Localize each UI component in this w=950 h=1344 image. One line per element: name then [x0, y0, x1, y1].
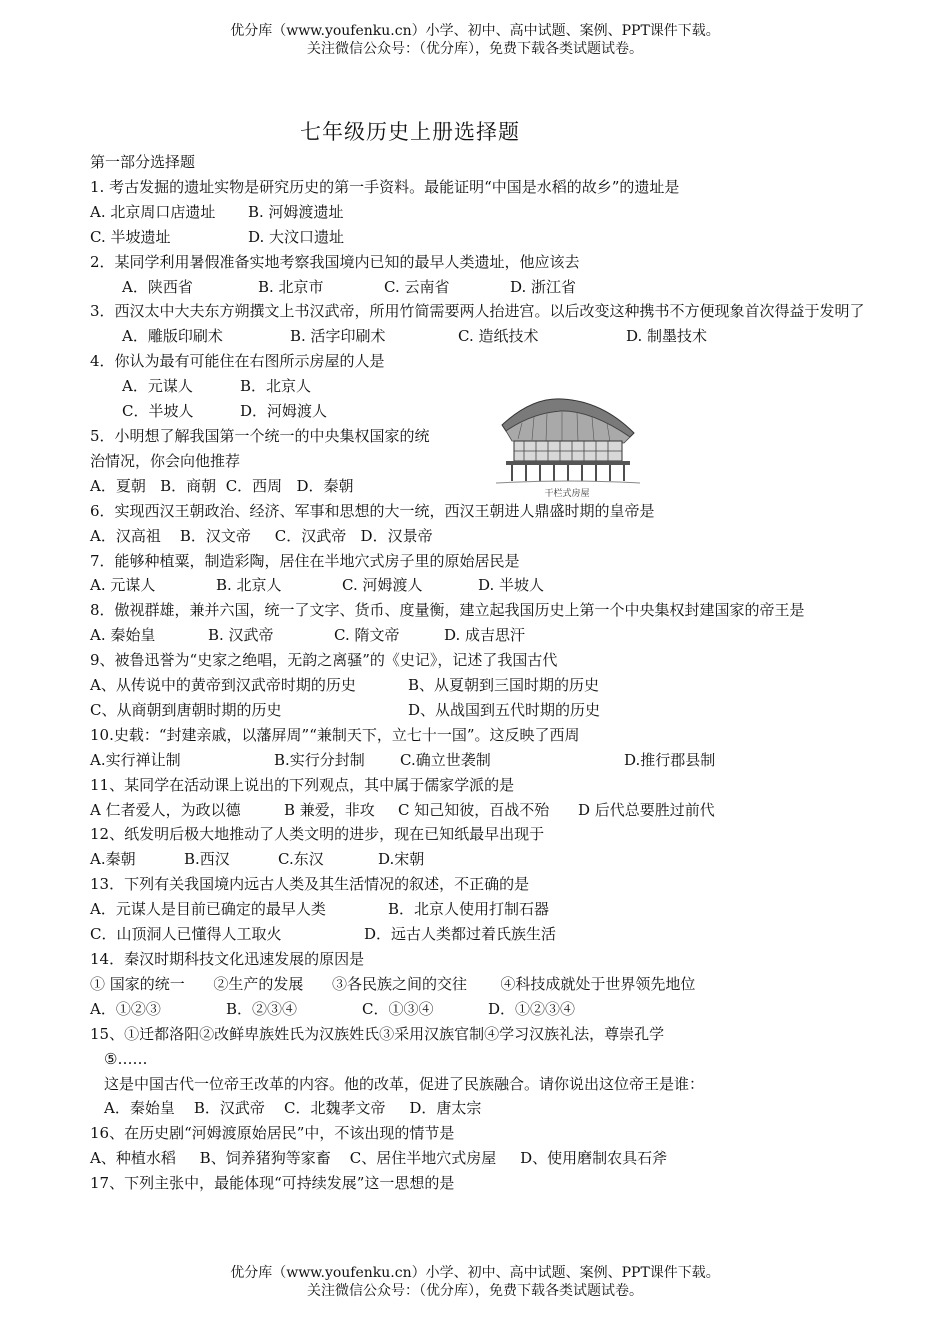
q9-option-a: A、从传说中的黄帝到汉武帝时期的历史 — [90, 676, 356, 695]
q7-option-c: C. 河姆渡人 — [342, 576, 423, 595]
q3-options — [90, 324, 870, 349]
q7-stem: 7．能够种植粟，制造彩陶，居住在半地穴式房子里的原始居民是 — [90, 551, 520, 570]
q14-option-c: C．①③④ — [362, 999, 434, 1018]
q14-option-d: D．①②③④ — [488, 999, 576, 1018]
q1-option-c: C. 半坡遗址 — [90, 227, 171, 246]
q14-items: ① 国家的统一 ②生产的发展 ③各民族之间的交往 ④科技成就处于世界领先地位 — [90, 974, 696, 993]
q9-stem: 9、被鲁迅誉为“史家之绝唱，无韵之离骚”的《史记》，记述了我国古代 — [90, 651, 558, 670]
q5-options: A．夏朝 B．商朝 C．西周 D．秦朝 — [90, 476, 354, 495]
q7-option-d: D. 半坡人 — [478, 576, 545, 595]
q14-stem: 14．秦汉时期科技文化迅速发展的原因是 — [90, 950, 365, 968]
header-line-2: 关注微信公众号：（优分库），免费下载各类试题试卷。 — [307, 41, 643, 57]
q9-options-row1 — [90, 673, 870, 698]
q4-options-row2 — [90, 399, 870, 424]
section-heading: 第一部分选择题 — [90, 153, 196, 171]
document-title: 七年级历史上册选择题 — [300, 120, 520, 144]
q11-option-b: B 兼爱，非攻 — [284, 800, 375, 819]
question-list — [90, 150, 870, 1196]
q3-option-b: B. 活字印刷术 — [290, 327, 386, 346]
q15-stem-line1: 15、①迁都洛阳②改鲜卑族姓氏为汉族姓氏③采用汉族官制④学习汉族礼法，尊崇孔学 — [90, 1024, 665, 1043]
q13-option-a: A．元谋人是目前已确定的最早人类 — [90, 900, 326, 919]
q7-option-b: B. 北京人 — [216, 576, 282, 595]
q16-stem: 16、在历史剧“河姆渡原始居民”中，不该出现的情节是 — [90, 1124, 455, 1143]
q11-option-c: C 知己知彼，百战不殆 — [398, 800, 550, 819]
header-line-1: 优分库（www.youfenku.cn）小学、初中、高中试题、案例、PPT课件下载。 — [230, 23, 720, 39]
q14-options — [90, 997, 870, 1022]
q14-option-a: A．①②③ — [90, 999, 161, 1018]
q13-option-b: B．北京人使用打制石器 — [388, 900, 550, 919]
footer-line-1: 优分库（www.youfenku.cn）小学、初中、高中试题、案例、PPT课件下载。 — [230, 1265, 720, 1281]
q8-options — [90, 623, 870, 648]
footer-line-2: 关注微信公众号：（优分库），免费下载各类试题试卷。 — [307, 1283, 643, 1299]
q12-option-c: C.东汉 — [278, 850, 324, 869]
q11-stem: 11、某同学在活动课上说出的下列观点，其中属于儒家学派的是 — [90, 775, 515, 794]
q12-stem: 12、纸发明后极大地推动了人类文明的进步，现在已知纸最早出现于 — [90, 825, 545, 844]
q4-stem: 4．你认为最有可能住在右图所示房屋的人是 — [90, 352, 385, 371]
q3-option-d: D. 制墨技术 — [626, 327, 708, 346]
q3-stem: 3．西汉太中大夫东方朔撰文上书汉武帝，所用竹简需要两人抬进宫。以后改变这种携书不方便现象首次得益于发明了 — [90, 302, 865, 321]
q10-option-b: B.实行分封制 — [274, 750, 365, 769]
q9-option-b: B、从夏朝到三国时期的历史 — [408, 676, 600, 695]
figure-caption: 干栏式房屋 — [544, 489, 590, 499]
page-header — [0, 22, 950, 58]
q1-option-b: B. 河姆渡遗址 — [248, 202, 344, 221]
q3-option-a: A．雕版印刷术 — [122, 327, 223, 346]
q8-option-a: A. 秦始皇 — [90, 626, 156, 645]
q7-option-a: A. 元谋人 — [90, 576, 156, 595]
q13-options-row1 — [90, 897, 870, 922]
q2-options — [90, 275, 870, 300]
q10-option-a: A.实行禅让制 — [90, 750, 181, 769]
q1-stem: 1. 考古发掘的遗址实物是研究历史的第一手资料。最能证明“中国是水稻的故乡”的遗址是 — [90, 177, 680, 196]
q4-option-a: A．元谋人 — [122, 377, 193, 396]
q8-option-b: B. 汉武帝 — [208, 626, 274, 645]
q1-options-row1 — [90, 200, 870, 225]
q4-options-row1 — [90, 374, 870, 399]
q12-option-a: A.秦朝 — [90, 850, 136, 869]
q11-option-a: A 仁者爱人，为政以德 — [90, 800, 241, 819]
q10-options — [90, 748, 870, 773]
q2-option-a: A．陕西省 — [122, 277, 193, 296]
q2-option-c: C. 云南省 — [384, 277, 450, 296]
q12-option-d: D.宋朝 — [378, 850, 425, 869]
q8-stem: 8．傲视群雄，兼并六国，统一了文字、货币、度量衡，建立起我国历史上第一个中央集权封建国家的帝王是 — [90, 601, 805, 620]
q9-options-row2 — [90, 698, 870, 723]
q1-option-d: D. 大汶口遗址 — [248, 227, 345, 246]
q4-option-b: B．北京人 — [240, 377, 312, 396]
q13-stem: 13．下列有关我国境内远古人类及其生活情况的叙述，不正确的是 — [90, 875, 530, 894]
q10-stem: 10.史载：“封建亲戚，以藩屏周”“兼制天下，立七十一国”。这反映了西周 — [90, 725, 580, 744]
page-footer — [0, 1264, 950, 1300]
q2-option-b: B. 北京市 — [258, 277, 324, 296]
q2-option-d: D. 浙江省 — [510, 277, 577, 296]
q5-stem-line1: 5．小明想了解我国第一个统一的中央集权国家的统 — [90, 426, 430, 445]
q10-option-d: D.推行郡县制 — [624, 750, 716, 769]
q13-option-c: C．山顶洞人已懂得人工取火 — [90, 925, 282, 944]
q13-options-row2 — [90, 922, 870, 947]
q16-options: A、种植水稻 B、饲养猪狗等家畜 C、居住半地穴式房屋 D、使用磨制农具石斧 — [90, 1149, 668, 1168]
q12-option-b: B.西汉 — [184, 850, 230, 869]
q17-stem: 17、下列主张中，最能体现“可持续发展”这一思想的是 — [90, 1174, 455, 1193]
q8-option-c: C. 隋文帝 — [334, 626, 400, 645]
q9-option-c: C、从商朝到唐朝时期的历史 — [90, 700, 282, 719]
q11-options — [90, 798, 870, 823]
q12-options — [90, 847, 870, 872]
q15-stem-line3: 这是中国古代一位帝王改革的内容。他的改革，促进了民族融合。请你说出这位帝王是谁： — [104, 1074, 705, 1093]
q3-option-c: C. 造纸技术 — [458, 327, 539, 346]
q5-stem-line2: 治情况，你会向他推荐 — [90, 451, 241, 470]
q4-option-c: C．半坡人 — [122, 402, 194, 421]
q1-option-a: A. 北京周口店遗址 — [90, 202, 216, 221]
q6-options: A．汉高祖 B．汉文帝 C．汉武帝 D．汉景帝 — [90, 526, 433, 545]
q14-option-b: B．②③④ — [226, 999, 298, 1018]
q15-stem-line2: ⑤…… — [104, 1049, 148, 1068]
q10-option-c: C.确立世袭制 — [400, 750, 491, 769]
q8-option-d: D. 成吉思汗 — [444, 626, 526, 645]
q6-stem: 6．实现西汉王朝政治、经济、军事和思想的大一统，西汉王朝进人鼎盛时期的皇帝是 — [90, 501, 655, 520]
q13-option-d: D．远古人类都过着氏族生活 — [364, 925, 557, 944]
q9-option-d: D、从战国到五代时期的历史 — [408, 700, 601, 719]
q4-option-d: D．河姆渡人 — [240, 402, 328, 421]
q2-stem: 2．某同学利用暑假准备实地考察我国境内已知的最早人类遗址，他应该去 — [90, 252, 580, 271]
q7-options — [90, 573, 870, 598]
q11-option-d: D 后代总要胜过前代 — [578, 800, 715, 819]
q1-options-row2 — [90, 225, 870, 250]
q15-options: A．秦始皇 B．汉武帝 C．北魏孝文帝 D．唐太宗 — [104, 1099, 482, 1118]
